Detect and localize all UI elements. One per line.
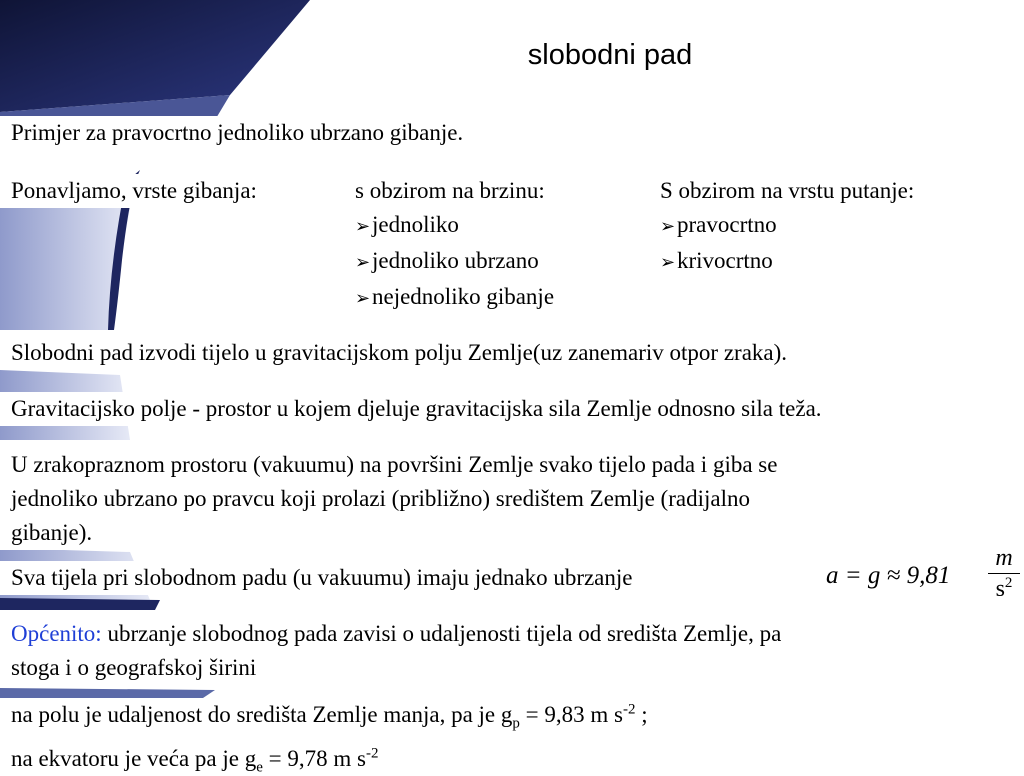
- paragraph-free-fall: Slobodni pad izvodi tijelo u gravitacijskom polju Zemlje(uz zanemariv otpor zraka).: [0, 336, 787, 370]
- paragraph-equal-acceleration: Sva tijela pri slobodnom padu (u vakuumu) imaju jednako ubrzanje: [0, 561, 641, 595]
- paragraph-pole: na polu je udaljenost do središta Zemlje manja, pa je $g_p = 9,83$ m $s^{-2}$ ;: [0, 698, 648, 732]
- slide-title: slobodni pad: [527, 39, 693, 71]
- formula-fraction: [988, 543, 1020, 604]
- paragraph-equator: na ekvatoru je veća pa je $g_e = 9,78$ m $s^{-2}$: [0, 742, 378, 776]
- path-item: ➢krivocrtno: [660, 244, 914, 280]
- arrow-bullet-icon: ➢: [355, 288, 371, 309]
- path-heading: S obzirom na vrstu putanje:: [660, 178, 915, 203]
- arrow-bullet-icon: ➢: [660, 252, 676, 273]
- speed-item: ➢jednoliko: [355, 208, 554, 244]
- paragraph-general: Općenito: ubrzanje slobodnog pada zavisi o udaljenosti tijela od središta Zemlje, pa stoga i o geografskoj širini: [0, 617, 789, 685]
- arrow-bullet-icon: ➢: [355, 252, 371, 273]
- formula-denominator: $s^2$: [988, 573, 1020, 604]
- speed-item: ➢jednoliko ubrzano: [355, 244, 554, 280]
- path-column: [660, 174, 914, 280]
- path-item: ➢pravocrtno: [660, 208, 914, 244]
- formula-numerator: m: [995, 545, 1013, 571]
- paragraph-gravity-field: Gravitacijsko polje - prostor u kojem djeluje gravitacijska sila Zemlje odnosno sila teža.: [0, 392, 822, 426]
- arrow-bullet-icon: ➢: [355, 216, 371, 237]
- arrow-bullet-icon: ➢: [660, 216, 676, 237]
- intro-line: Primjer za pravocrtno jednoliko ubrzano gibanje.: [0, 116, 471, 150]
- speed-item: ➢nejednoliko gibanje: [355, 280, 554, 316]
- types-heading: Ponavljamo, vrste gibanja:: [0, 174, 265, 208]
- general-label: Općenito:: [11, 621, 102, 646]
- paragraph-vacuum: U zrakopraznom prostoru (vakuumu) na površini Zemlje svako tijelo pada i giba se jednoliko ubrzano po pravcu koji prolazi (približno) središtem Zemlje (radijalno gibanje).: [0, 448, 787, 550]
- formula-lhs: a = g ≈ 9,81: [826, 562, 951, 589]
- speed-column: [355, 174, 554, 316]
- speed-heading: s obzirom na brzinu:: [355, 178, 545, 203]
